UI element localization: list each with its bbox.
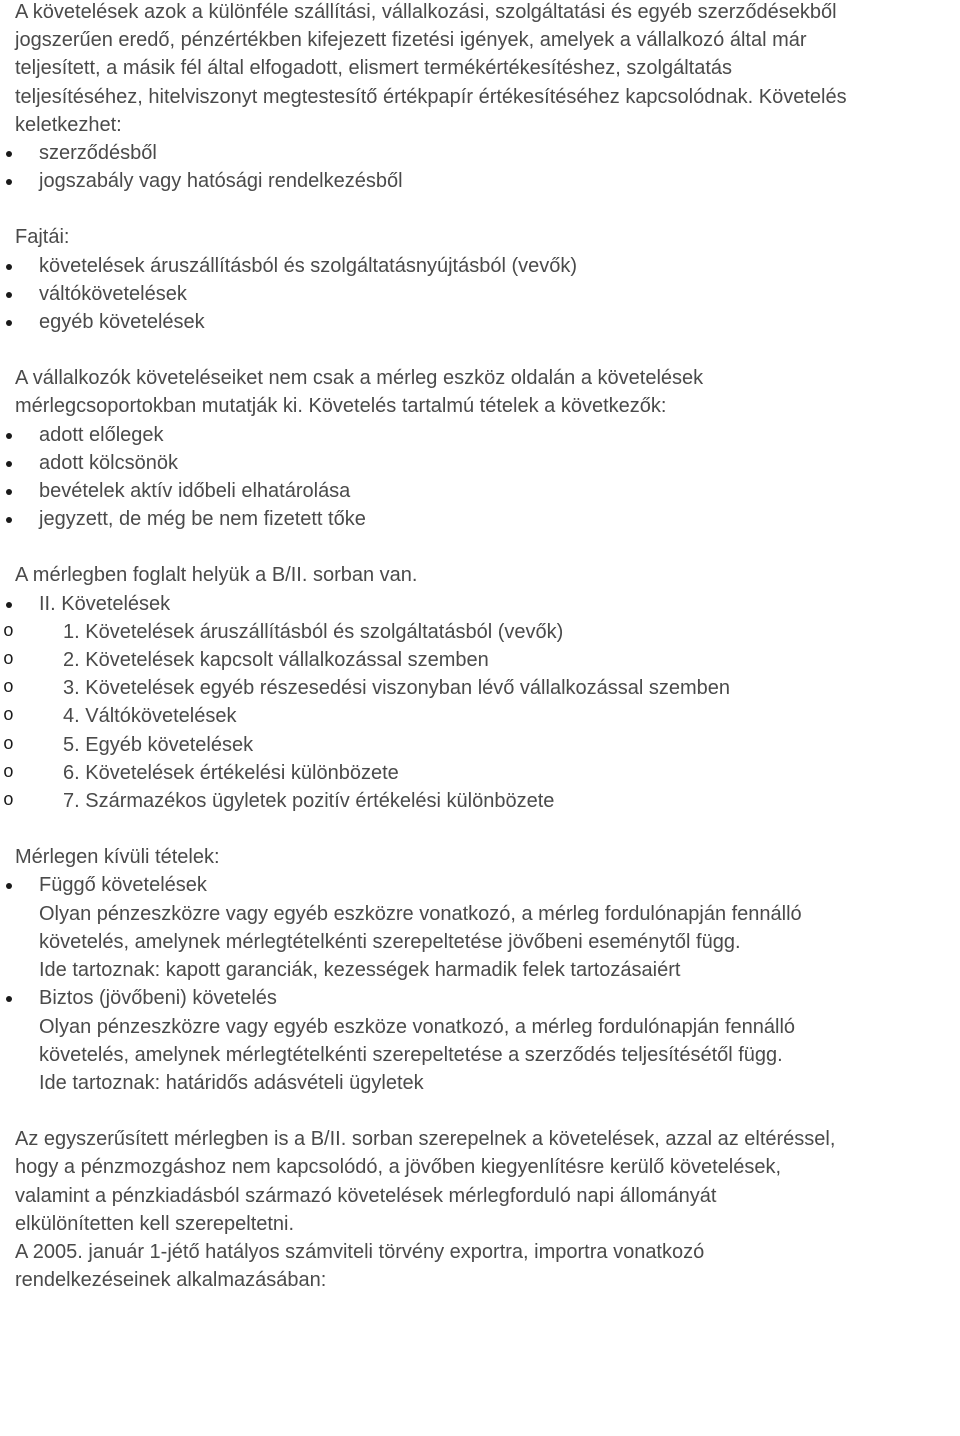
list-item bbox=[15, 984, 950, 1097]
section-sub-list bbox=[15, 618, 950, 815]
text-line: elkülönítetten kell szerepeltetni. bbox=[15, 1212, 295, 1235]
list-item: jegyzett, de még be nem fizetett tőke bbox=[15, 505, 950, 533]
sub-list-item: o 2. Követelések kapcsolt vállalkozással szemben bbox=[15, 646, 950, 674]
text-line: Olyan pénzeszközre vagy egyéb eszköze vonatkozó, a mérleg fordulónapján fennálló bbox=[39, 1015, 796, 1038]
list-item bbox=[15, 871, 950, 984]
types-heading: Fajtái: bbox=[15, 226, 70, 249]
intro-paragraph bbox=[15, 0, 950, 139]
text-line: A 2005. január 1-jétő hatályos számviteli törvény exportra, importra vonatkozó bbox=[15, 1240, 705, 1263]
text-line: követelés, amelynek mérlegtételkénti szerepeltetése a szerződés teljesítésétől függ. bbox=[39, 1043, 783, 1066]
types-list bbox=[15, 252, 950, 337]
text-line: mérlegcsoportokban mutatják ki. Követelés tartalmú tételek a következők: bbox=[15, 395, 667, 418]
list-item: adott előlegek bbox=[15, 421, 950, 449]
sub-list-item: o 1. Követelések áruszállításból és szolgáltatásból (vevők) bbox=[15, 618, 950, 646]
text-line: jogszerűen eredő, pénzértékben kifejezett fizetési igények, amelyek a vállalkozó által már bbox=[15, 29, 807, 52]
text-line: hogy a pénzmozgáshoz nem kapcsolódó, a jövőben kiegyenlítésre kerülő követelések, bbox=[15, 1156, 782, 1179]
list-item: egyéb követelések bbox=[15, 308, 950, 336]
text-line: Olyan pénzeszközre vagy egyéb eszközre vonatkozó, a mérleg fordulónapján fennálló bbox=[39, 902, 802, 925]
text-line: követelés, amelynek mérlegtételkénti szerepeltetése jövőbeni eseménytől függ. bbox=[39, 930, 741, 953]
text-line: A követelések azok a különféle szállítási, vállalkozási, szolgáltatási és egyéb szerződésekből bbox=[15, 1, 837, 23]
list-item: adott kölcsönök bbox=[15, 449, 950, 477]
text-line: Az egyszerűsített mérlegben is a B/II. sorban szerepelnek a követelések, azzal az eltéréssel, bbox=[15, 1128, 836, 1151]
sub-list-item: o 5. Egyéb követelések bbox=[15, 731, 950, 759]
balance-paragraph bbox=[15, 364, 950, 420]
sub-list-item: o 6. Követelések értékelési különbözete bbox=[15, 759, 950, 787]
placement-text: A mérlegben foglalt helyük a B/II. sorban van. bbox=[15, 564, 418, 587]
list-item: II. Követelések bbox=[15, 590, 950, 618]
items-list bbox=[15, 421, 950, 534]
text-line: valamint a pénzkiadásból származó követelések mérlegforduló napi állományát bbox=[15, 1184, 717, 1207]
list-item: követelések áruszállításból és szolgáltatásnyújtásból (vevők) bbox=[15, 252, 950, 280]
item-title: Biztos (jövőbeni) követelés bbox=[39, 987, 277, 1010]
law-paragraph bbox=[15, 1238, 950, 1294]
sub-list-item: o 4. Váltókövetelések bbox=[15, 702, 950, 730]
text-line: Ide tartoznak: határidős adásvételi ügyletek bbox=[39, 1071, 424, 1094]
simplified-paragraph bbox=[15, 1125, 950, 1238]
sub-list-item: o 3. Követelések egyéb részesedési viszonyban lévő vállalkozással szemben bbox=[15, 674, 950, 702]
text-line: teljesítéséhez, hitelviszonyt megtestesítő értékpapír értékesítéséhez kapcsolódnak. Követelés keletkezhet: bbox=[15, 85, 847, 136]
list-item: váltókövetelések bbox=[15, 280, 950, 308]
list-item: bevételek aktív időbeli elhatárolása bbox=[15, 477, 950, 505]
offbalance-list bbox=[15, 871, 950, 1097]
item-title: Függő követelések bbox=[39, 874, 207, 897]
origin-list bbox=[15, 139, 950, 195]
text-line: teljesített, a másik fél által elfogadott, elismert termékértékesítéshez, szolgáltatás bbox=[15, 57, 732, 80]
section-list bbox=[15, 590, 950, 618]
text-line: A vállalkozók követeléseiket nem csak a mérleg eszköz oldalán a követelések bbox=[15, 367, 704, 390]
list-item: jogszabály vagy hatósági rendelkezésből bbox=[15, 167, 950, 195]
text-line: rendelkezéseinek alkalmazásában: bbox=[15, 1269, 327, 1292]
offbalance-heading: Mérlegen kívüli tételek: bbox=[15, 846, 220, 869]
sub-list-item: o 7. Származékos ügyletek pozitív értékelési különbözete bbox=[15, 787, 950, 815]
list-item: szerződésből bbox=[15, 139, 950, 167]
text-line: Ide tartoznak: kapott garanciák, kezességek harmadik felek tartozásaiért bbox=[39, 959, 681, 982]
